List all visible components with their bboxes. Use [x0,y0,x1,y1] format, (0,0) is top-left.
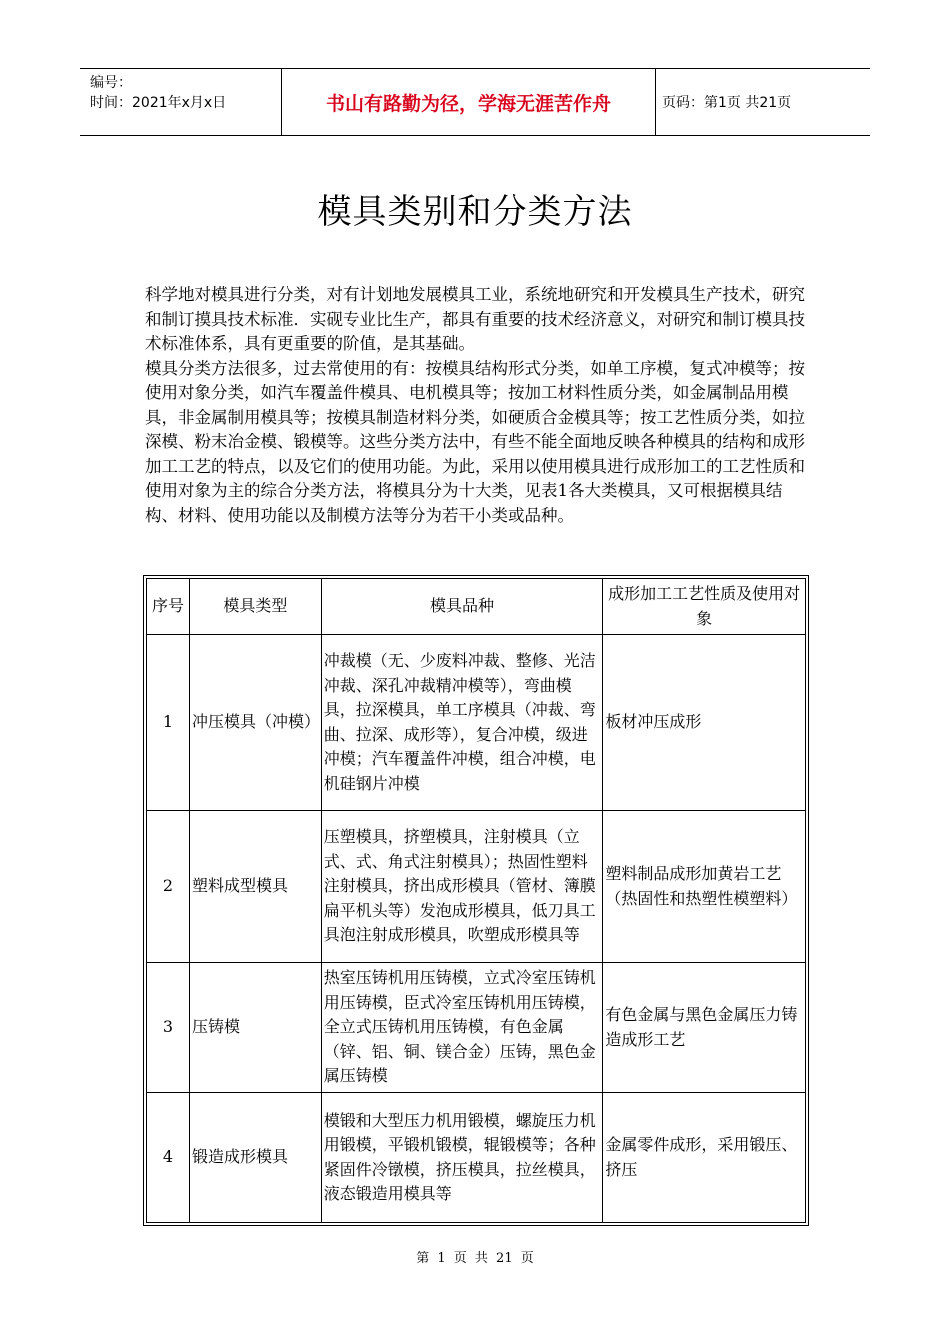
table-row [147,811,806,963]
table-row [147,1093,806,1223]
paragraph-1: 科学地对模具进行分类，对有计划地发展模具工业，系统地研究和开发模具生产技术，研究和制订摸具技术标准．实砚专业比生产，都具有重要的技术经济意义，对研究和制订模具技术标准体系，具有更重要的阶值，是其基础。 [145,285,805,353]
cell-number: 4 [147,1093,190,1223]
header-cell-type: 模具类型 [189,579,321,635]
table-header-row [147,579,806,635]
cell-kinds: 压塑模具，挤塑模具，注射模具（立式、式、角式注射模具）；热固性塑料注射模具，挤出成形模具（管材、簿膜扁平机头等）发泡成形模具，低刀具工具泡注射成形模具，吹塑成形模具等 [321,811,603,963]
cell-use: 板材冲压成形 [603,635,806,811]
header-page-label: 页码：第1页 共21页 [662,95,792,111]
header-number-label: 编号： [90,75,132,91]
table-row [147,963,806,1093]
paragraph-2: 模具分类方法很多，过去常使用的有：按模具结构形式分类，如单工序模，复式冲模等；按使用对象分类，如汽车覆盖件模具、电机模具等；按加工材料性质分类，如金属制品用模具，非金属制用模具等；按模具制造材料分类，如硬质合金模具等；按工艺性质分类，如拉深模、粉末冶金模、锻模等。这些分类方法中，有些不能全面地反映各种模具的结构和成形加工工艺的特点，以及它们的使用功能。为此，采用以使用模具进行成形加工的工艺性质和使用对象为主的综合分类方法，将模具分为十大类，见表1各大类模具，又可根据模具结构、材料、使用功能以及制模方法等分为若干小类或品种。 [145,358,805,525]
cell-number: 1 [147,635,190,811]
document-header [80,68,870,136]
header-motto: 书山有路勤为径，学海无涯苦作舟 [282,69,656,135]
header-time-label: 时间：2021年x月x日 [90,95,227,111]
cell-use: 金属零件成形，采用锻压、挤压 [603,1093,806,1223]
header-cell-kinds: 模具品种 [321,579,603,635]
header-cell-number: 序号 [147,579,190,635]
cell-number: 3 [147,963,190,1093]
header-meta [80,69,282,135]
cell-type: 冲压模具（冲模） [189,635,321,811]
cell-kinds: 冲裁模（无、少废料冲裁、整修、光洁冲裁、深孔冲裁精冲模等），弯曲模具，拉深模具，单工序模具（冲裁、弯曲、拉深、成形等），复合冲模，级进冲模；汽车覆盖件冲模，组合冲模，电机硅钢片冲模 [321,635,603,811]
cell-type: 塑料成型模具 [189,811,321,963]
cell-type: 锻造成形模具 [189,1093,321,1223]
cell-number: 2 [147,811,190,963]
body-text [145,283,810,528]
cell-use: 塑料制品成形加黄岩工艺（热固性和热塑性模塑料） [603,811,806,963]
cell-type: 压铸模 [189,963,321,1093]
page-title: 模具类别和分类方法 [317,192,633,232]
cell-kinds: 模锻和大型压力机用锻模，螺旋压力机用锻模，平锻机锻模，辊锻模等；各种紧固件冷镦模，挤压模具，拉丝模具，液态锻造用模具等 [321,1093,603,1223]
mold-table-frame [143,575,809,1226]
table-row [147,635,806,811]
mold-classification-table [146,578,806,1223]
header-cell-use: 成形加工工艺性质及使用对象 [603,579,806,635]
page-footer: 第 1 页 共 21 页 [416,1251,534,1266]
cell-kinds: 热室压铸机用压铸模，立式冷室压铸机用压铸模，臣式冷室压铸机用压铸模，全立式压铸机用压铸模，有色金属（锌、铝、铜、镁合金）压铸，黑色金属压铸模 [321,963,603,1093]
cell-use: 有色金属与黑色金属压力铸造成形工艺 [603,963,806,1093]
